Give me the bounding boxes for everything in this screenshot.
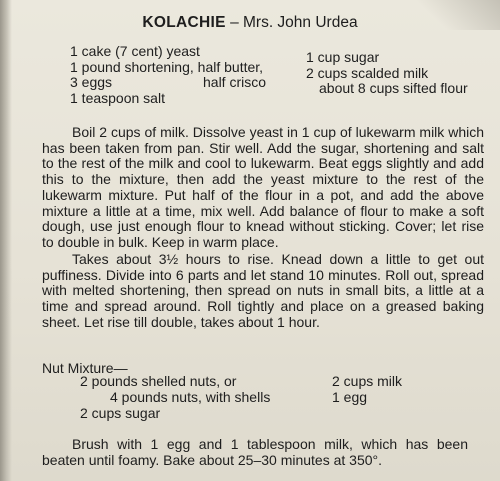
ingredient-item: 2 cups scalded milk	[306, 64, 429, 81]
final-direction: Brush with 1 egg and 1 tablespoon milk, which has been beaten until foamy. Bake about 25–30 minutes at 350°.	[42, 436, 468, 468]
recipe-contributor: Mrs. John Urdea	[243, 14, 358, 31]
directions-paragraph-2: Takes about 3½ hours to rise. Knead down a little to get out puffiness. Divide into 6 parts and let stand 10 minutes. Roll out, spread with melted shortening, then spread on nuts in small bits, a little at a time and spread around. Roll tightly and place on a greased baking sheet. Let rise till double, takes about 1 hour.	[42, 251, 484, 330]
ingredient-note-text: half crisco	[203, 74, 267, 90]
nut-ingredient-item: 2 pounds shelled nuts, or	[80, 373, 237, 389]
ingredient-item: 1 teaspoon salt	[70, 89, 165, 106]
ingredient-item: about 8 cups sifted flour	[319, 80, 468, 96]
nut-ingredient-item: 2 cups sugar	[80, 405, 161, 421]
nut-ingredient-item: 2 cups milk	[332, 373, 403, 389]
recipe-title	[0, 14, 500, 32]
ingredients-right-column	[304, 50, 468, 97]
nut-ingredient-item: 4 pounds nuts, with shells	[110, 389, 271, 405]
ingredient-item: 1 cup sugar	[306, 49, 380, 65]
directions-paragraph-1: Boil 2 cups of milk. Dissolve yeast in 1 cup of lukewarm milk which has been taken from pan. Stir well. Add the sugar, shortening and salt to the rest of the milk and cool to lukewarm. Beat eggs slightly and add this to the mixture, then add the yeast mixture to the rest of the lukewarm mixture. Put half of the flour in a pot, and add the above mixture a little at a time, mix well. Add balance of flour to make a soft dough, use just enough flour to knead without sticking. Cover; let rise to double in bulk. Keep in warm place.	[42, 124, 484, 250]
ingredient-note	[203, 75, 266, 91]
ingredient-item: 1 pound shortening, half butter,	[70, 58, 264, 75]
nut-mixture-heading: Nut Mixture—	[42, 360, 128, 376]
ingredient-item: 3 eggs	[70, 74, 113, 90]
recipe-name: KOLACHIE	[142, 14, 226, 31]
title-separator: –	[230, 14, 239, 31]
page-edge-shadow	[0, 0, 12, 481]
ingredient-item: 1 cake (7 cent) yeast	[70, 43, 200, 59]
nut-ingredient-item: 1 egg	[332, 389, 368, 405]
